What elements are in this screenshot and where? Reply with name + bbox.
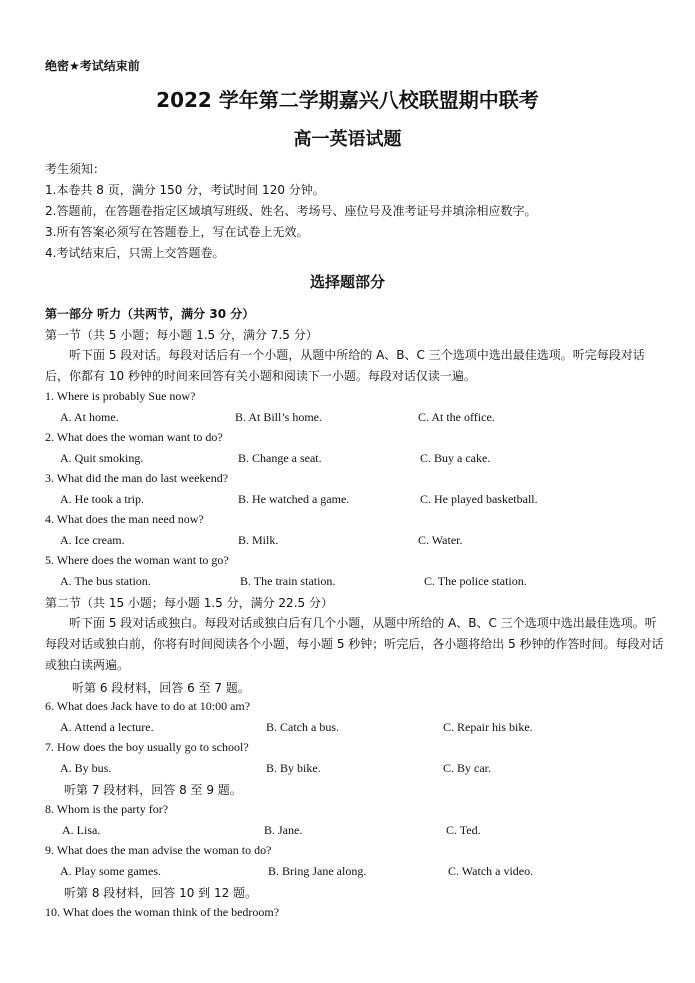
part1-heading: 第一部分 听力（共两节，满分 30 分）: [45, 307, 255, 321]
option-c: C. Repair his bike.: [443, 720, 533, 734]
part-heading: 选择题部分: [309, 273, 385, 291]
option-b: B. Milk.: [238, 533, 279, 547]
question-6: 6. What does Jack have to do at 10:00 am?: [45, 699, 251, 713]
exam-title: 2022 学年第二学期嘉兴八校联盟期中联考: [156, 88, 539, 112]
option-b: B. By bike.: [266, 761, 321, 775]
option-a: A. By bus.: [60, 761, 112, 775]
option-a: A. Play some games.: [60, 864, 161, 878]
option-a: A. The bus station.: [60, 574, 151, 588]
option-b: B. Jane.: [264, 823, 303, 837]
option-b: B. He watched a game.: [238, 492, 350, 506]
option-c: C. Ted.: [446, 823, 481, 837]
option-b: B. At Bill’s home.: [235, 410, 323, 424]
notice-item: 4.考试结束后，只需上交答题卷。: [45, 246, 225, 260]
option-c: C. Water.: [418, 533, 463, 547]
question-5: 5. Where does the woman want to go?: [45, 553, 229, 567]
question-3: 3. What did the man do last weekend?: [45, 471, 229, 485]
notice-item: 1.本卷共 8 页，满分 150 分，考试时间 120 分钟。: [45, 183, 325, 197]
option-c: C. He played basketball.: [420, 492, 538, 506]
question-1: 1. Where is probably Sue now?: [45, 389, 196, 403]
option-c: C. Watch a video.: [448, 864, 534, 878]
section2-heading: 第二节（共 15 小题；每小题 1.5 分，满分 22.5 分）: [45, 596, 333, 610]
option-c: C. By car.: [443, 761, 491, 775]
option-c: C. At the office.: [418, 410, 495, 424]
option-c: C. Buy a cake.: [420, 451, 491, 465]
question-2: 2. What does the woman want to do?: [45, 430, 223, 444]
option-c: C. The police station.: [424, 574, 527, 588]
option-b: B. Change a seat.: [238, 451, 322, 465]
segment-7-note: 听第 7 段材料，回答 8 至 9 题。: [64, 783, 242, 797]
option-a: A. Quit smoking.: [60, 451, 144, 465]
section1-heading: 第一节（共 5 小题；每小题 1.5 分，满分 7.5 分）: [45, 328, 318, 342]
question-7: 7. How does the boy usually go to school?: [45, 740, 249, 754]
option-b: B. The train station.: [240, 574, 336, 588]
option-b: B. Catch a bus.: [266, 720, 339, 734]
segment-8-note: 听第 8 段材料，回答 10 到 12 题。: [64, 886, 258, 900]
confidential-mark: 绝密★考试结束前: [45, 59, 140, 73]
question-10: 10. What does the woman think of the bedroom?: [45, 905, 280, 919]
section2-instructions: 听下面 5 段对话或独白。每段对话或独白后有几个小题，从题中所给的 A、B、C 三个选项中选出最佳选项。听每段对话或独白前，你将有时间阅读各个小题，每小题 5 秒钟；听完后，各小题将给出 5 秒钟的作答时间。每段对话或独白读两遍。: [45, 616, 664, 672]
exam-subtitle: 高一英语试题: [293, 129, 402, 150]
option-a: A. At home.: [60, 410, 119, 424]
option-a: A. He took a trip.: [60, 492, 144, 506]
question-9: 9. What does the man advise the woman to do?: [45, 843, 272, 857]
question-4: 4. What does the man need now?: [45, 512, 204, 526]
segment-6-note: 听第 6 段材料，回答 6 至 7 题。: [72, 681, 250, 695]
option-a: A. Ice cream.: [60, 533, 125, 547]
question-8: 8. Whom is the party for?: [45, 802, 169, 816]
notice-item: 3.所有答案必须写在答题卷上，写在试卷上无效。: [45, 225, 309, 239]
section1-instructions: 听下面 5 段对话。每段对话后有一个小题，从题中所给的 A、B、C 三个选项中选出最佳选项。听完每段对话后，你都有 10 秒钟的时间来回答有关小题和阅读下一小题。每段对话仅读一遍。: [45, 348, 645, 383]
option-a: A. Lisa.: [62, 823, 101, 837]
option-a: A. Attend a lecture.: [60, 720, 154, 734]
notice-heading: 考生须知：: [45, 162, 106, 176]
option-b: B. Bring Jane along.: [268, 864, 367, 878]
notice-item: 2.答题前，在答题卷指定区域填写班级、姓名、考场号、座位号及准考证号并填涂相应数字。: [45, 204, 537, 218]
